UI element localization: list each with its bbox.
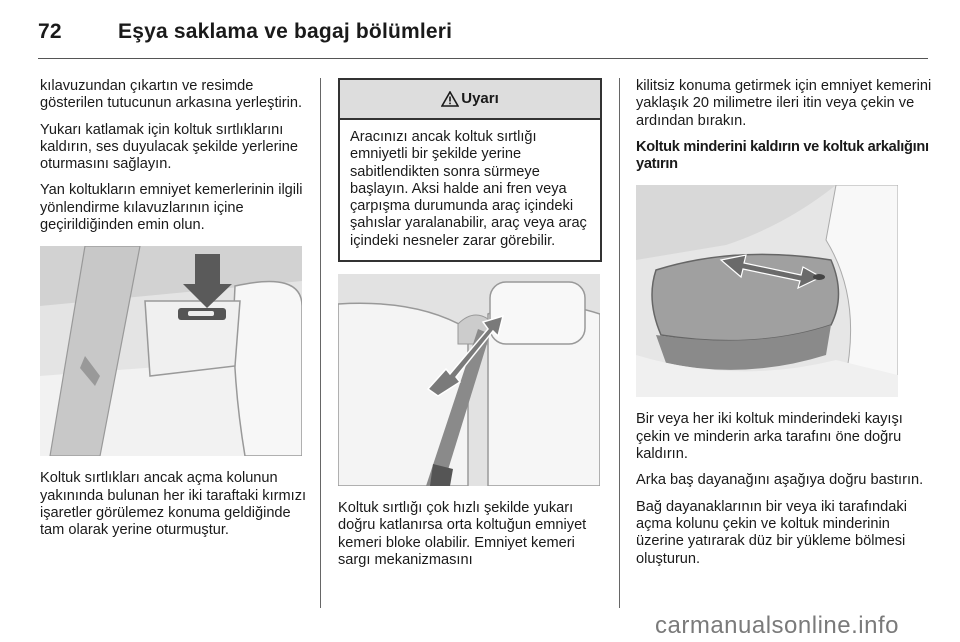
column-divider-2 bbox=[619, 78, 620, 608]
watermark: carmanualsonline.info bbox=[655, 612, 899, 639]
seatback-latch-illustration bbox=[40, 246, 302, 456]
paragraph: Yukarı katlamak için koltuk sırtlıklarını kaldırın, ses duyulacak şekilde yerlerine oturmasını sağlayın. bbox=[40, 121, 298, 173]
warning-text: Aracınızı ancak koltuk sırtlığı emniyetli bir şekilde yerine sabitlendikten sonra sürmeye başlayın. Aksi halde ani fren veya çarpışma durumunda araç içindeki şahıslar yaralanabilir, araç veya araç içindeki nesneler zarar görebilir. bbox=[350, 129, 587, 249]
warning-triangle-icon bbox=[441, 91, 459, 107]
paragraph: kılavuzundan çıkartın ve resimde gösterilen tutucunun arkasına yerleştirin. bbox=[40, 78, 303, 112]
column-3 bbox=[636, 78, 932, 577]
caption: Koltuk sırtlıkları ancak açma kolunun yakınında bulunan her iki taraftaki kırmızı işaretler görülemez konuma geldiğinde tam olarak yerine oturmuştur. bbox=[40, 470, 307, 539]
paragraph: Arka baş dayanağını aşağıya doğru bastırın. bbox=[636, 472, 924, 489]
subheading: Koltuk minderini kaldırın ve koltuk arkalığını yatırın bbox=[636, 138, 929, 173]
paragraph: kilitsiz konuma getirmek için emniyet kemerini yaklaşık 20 milimetre ileri itin veya çekin ve ardından bırakın. bbox=[636, 78, 932, 129]
seat-cushion-illustration bbox=[636, 185, 898, 397]
warning-box bbox=[338, 78, 602, 262]
header-rule bbox=[38, 58, 928, 59]
page-title: Eşya saklama ve bagaj bölümleri bbox=[118, 20, 453, 43]
paragraph: Yan koltukların emniyet kemerlerinin ilgili yönlendirme kılavuzlarının içine geçirildiğinden emin olun. bbox=[40, 182, 303, 234]
warning-header bbox=[340, 80, 600, 120]
page-header bbox=[38, 14, 928, 54]
column-1 bbox=[40, 78, 308, 549]
paragraph: Bir veya her iki koltuk minderindeki kayışı çekin ve minderin arka tarafını öne doğru kaldırın. bbox=[636, 411, 903, 463]
column-2 bbox=[338, 78, 602, 578]
column-divider-1 bbox=[320, 78, 321, 608]
caption: Koltuk sırtlığı çok hızlı şekilde yukarı doğru katlanırsa orta koltuğun emniyet kemeri bloke olabilir. Emniyet kemeri sargı mekanizmasını bbox=[338, 500, 587, 568]
seatbelt-illustration bbox=[338, 274, 600, 486]
warning-title: Uyarı bbox=[461, 90, 499, 108]
paragraph: Bağ dayanaklarının bir veya iki tarafındaki açma kolunu çekin ve koltuk minderinin üzerine yatırarak düz bir yükleme bölmesi oluşturun. bbox=[636, 498, 907, 567]
page-number: 72 bbox=[38, 20, 62, 43]
